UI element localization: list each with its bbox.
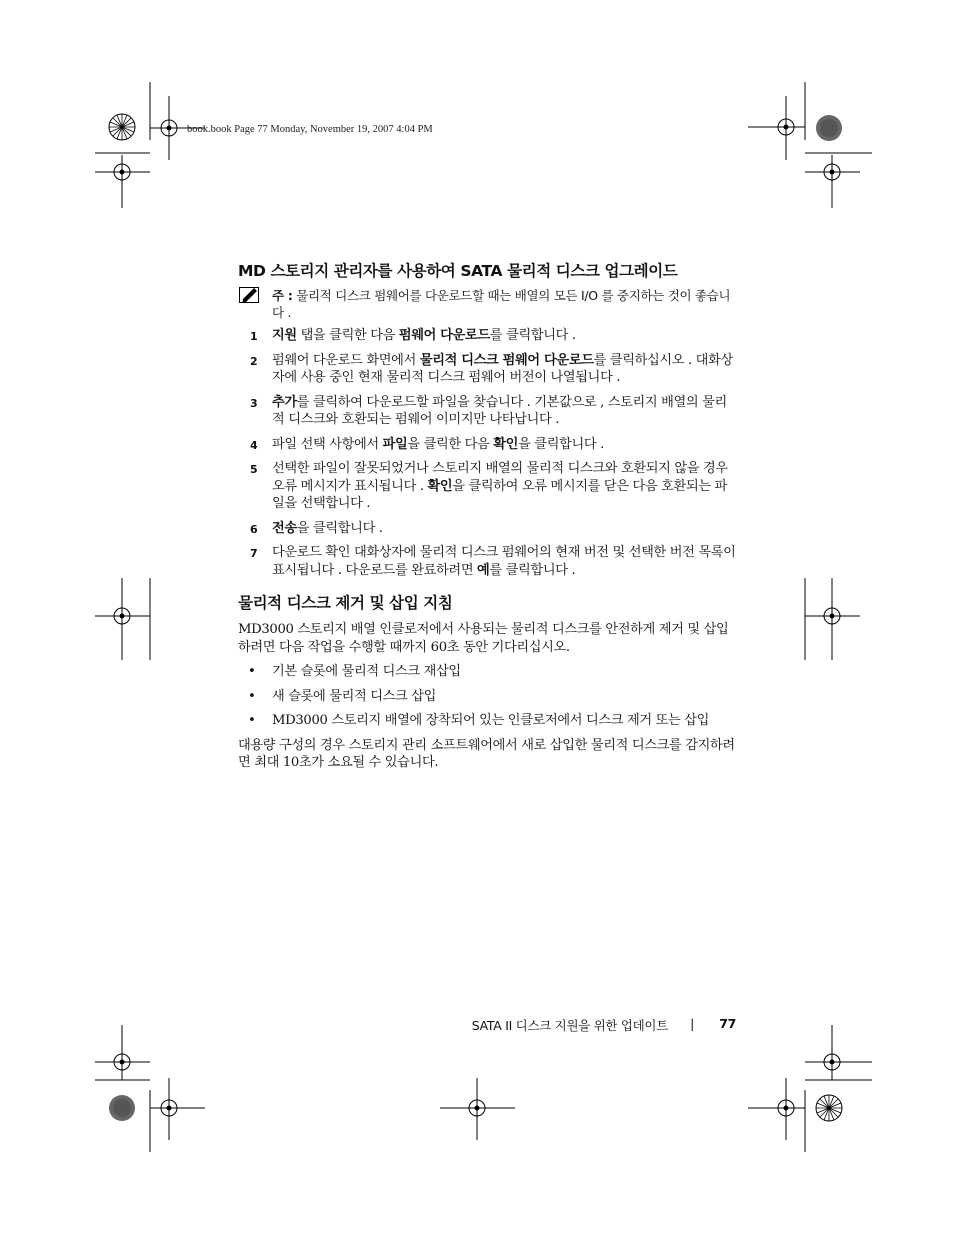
- step-number: 1: [250, 330, 258, 343]
- step-text: 선택한 파일이 잘못되었거나 스토리지 배열의 물리적 디스크와 호환되지 않을 경우 오류 메시지가 표시됩니다 .: [272, 461, 728, 494]
- step-item: [238, 352, 738, 387]
- removal-closing: 대용량 구성의 경우 스토리지 관리 소프트웨어에서 새로 삽입한 물리적 디스크를 감지하려면 최대 10초가 소요될 수 있습니다.: [238, 737, 735, 770]
- page-content: [238, 258, 738, 779]
- bullet-item: [238, 688, 738, 706]
- step-text: 를 클릭합니다 .: [489, 328, 576, 343]
- note-label: 주 :: [272, 288, 293, 303]
- bullet-text: MD3000 스토리지 배열에 장착되어 있는 인클로저에서 디스크 제거 또는 삽입: [272, 713, 710, 728]
- ui-term: 확인: [427, 478, 453, 494]
- bullet-dot-icon: •: [248, 713, 256, 728]
- step-number: 5: [250, 463, 258, 476]
- bullet-item: [238, 712, 738, 730]
- step-text: 파일 선택 사항에서: [272, 436, 383, 452]
- note-text: 물리적 디스크 펌웨어를 다운로드할 때는 배열의 모든 I/O 를 중지하는 것이 좋습니다 .: [272, 288, 731, 320]
- ui-term: 펌웨어 다운로드: [398, 328, 490, 343]
- page-number: 77: [719, 1016, 736, 1031]
- step-number: 2: [250, 354, 258, 368]
- step-number: 6: [250, 522, 258, 536]
- section-heading-upgrade: MD 스토리지 관리자를 사용하여 SATA 물리적 디스크 업그레이드: [238, 262, 678, 280]
- upgrade-steps: [238, 327, 738, 579]
- step-text: 를 클릭하십시오 . 대화상자에 사용 중인 현재 물리적 디스크 펌웨어 버전이 나열됩니다 .: [272, 352, 733, 385]
- step-item: [238, 460, 738, 513]
- step-text: 을 클릭한 다음: [407, 436, 494, 452]
- step-text: 탭을 클릭한 다음: [296, 328, 399, 343]
- step-text: 펌웨어 다운로드 화면에서: [272, 352, 420, 368]
- ui-term: 확인: [493, 436, 519, 452]
- page-footer: [430, 1016, 740, 1036]
- step-text: 를 클릭합니다 .: [489, 562, 576, 578]
- step-number: 7: [250, 547, 258, 560]
- step-number: 4: [250, 438, 258, 452]
- ui-term: 예: [477, 562, 490, 578]
- step-text: 다운로드 확인 대화상자에 물리적 디스크 펌웨어의 현재 버전 및 선택한 버전 목록이 표시됩니다 . 다운로드를 완료하려면: [272, 545, 736, 578]
- footer-separator: |: [690, 1016, 694, 1031]
- note-box: [238, 287, 738, 321]
- footer-title: SATA II 디스크 지원을 위한 업데이트: [471, 1018, 668, 1033]
- removal-bullets: [238, 663, 738, 730]
- bullet-text: 새 슬롯에 물리적 디스크 삽입: [272, 688, 437, 704]
- removal-intro: MD3000 스토리지 배열 인클로저에서 사용되는 물리적 디스크를 안전하게 제거 및 삽입하려면 다음 작업을 수행할 때까지 60초 동안 기다리십시오.: [238, 622, 729, 655]
- step-text: 을 클릭합니다 .: [296, 520, 383, 536]
- ui-term: 전송: [272, 520, 297, 536]
- bullet-dot-icon: •: [248, 688, 256, 704]
- bullet-dot-icon: •: [248, 664, 256, 679]
- step-item: [238, 327, 738, 345]
- step-number: 3: [250, 396, 258, 410]
- bullet-text: 기본 슬롯에 물리적 디스크 재삽입: [272, 664, 461, 679]
- step-item: [238, 544, 738, 579]
- print-slug: book.book Page 77 Monday, November 19, 2007 4:04 PM: [187, 124, 433, 135]
- step-text: 을 클릭하여 오류 메시지를 닫은 다음 호환되는 파일을 선택합니다 .: [272, 478, 727, 511]
- bullet-item: [238, 663, 738, 681]
- pencil-note-icon: [239, 287, 259, 307]
- ui-term: 파일: [382, 436, 408, 452]
- ui-term: 지원: [272, 328, 297, 343]
- step-item: [238, 520, 738, 538]
- step-text: 를 클릭하여 다운로드할 파일을 찾습니다 . 기본값으로 , 스토리지 배열의 물리적 디스크와 호환되는 펌웨어 이미지만 나타납니다 .: [272, 394, 727, 427]
- section-heading-removal: 물리적 디스크 제거 및 삽입 지침: [238, 594, 453, 612]
- ui-term: 추가: [272, 394, 297, 410]
- step-text: 을 클릭합니다 .: [518, 436, 604, 452]
- step-item: [238, 436, 738, 454]
- step-item: [238, 394, 738, 429]
- ui-term: 물리적 디스크 펌웨어 다운로드: [419, 352, 594, 368]
